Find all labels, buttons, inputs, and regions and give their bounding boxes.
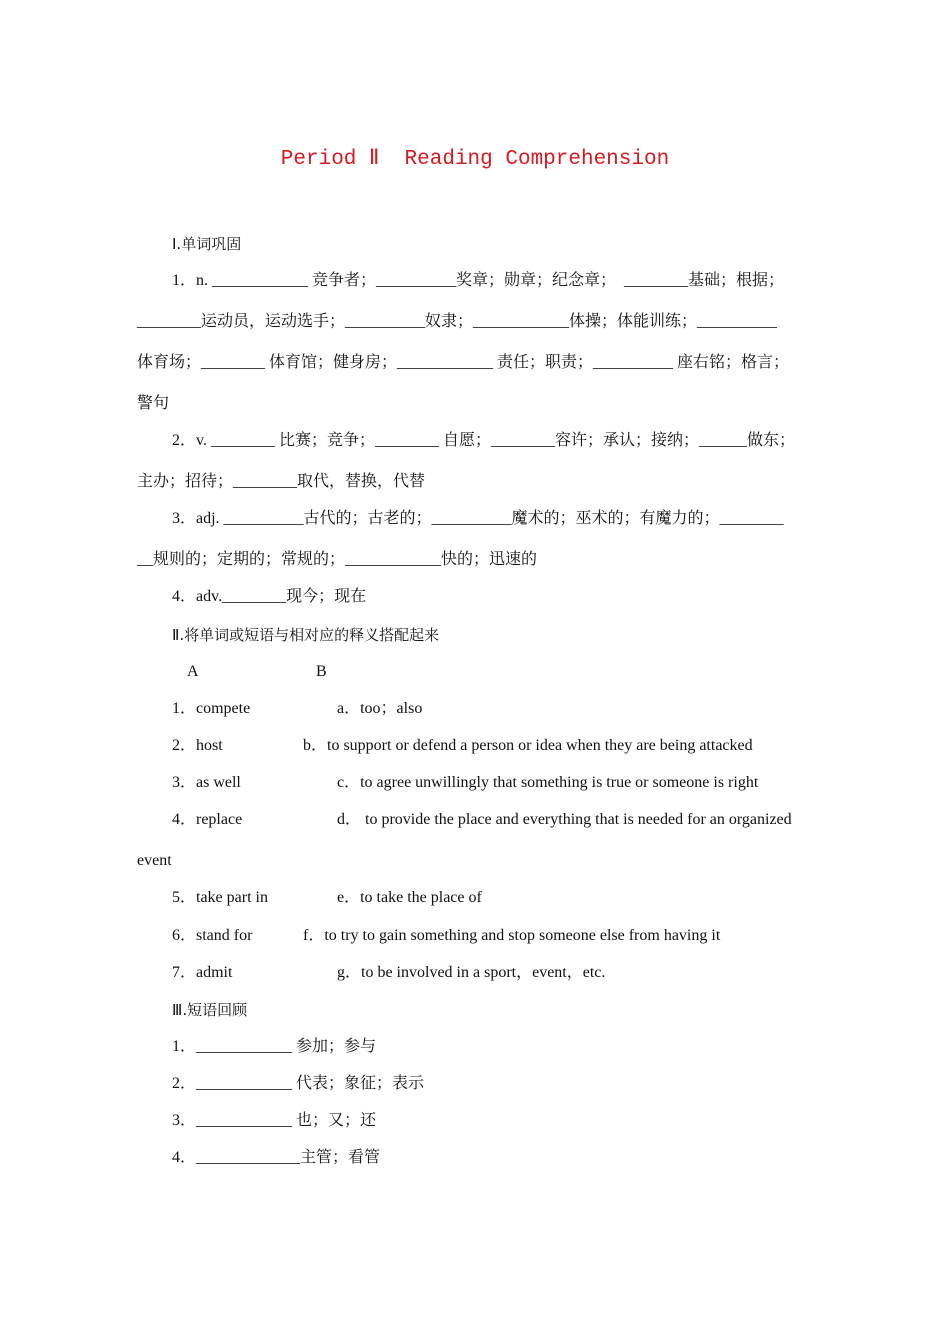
section-2-heading: Ⅱ.将单词或短语与相对应的释义搭配起来 <box>172 626 440 644</box>
match-left-5: 5．take part in <box>172 889 268 906</box>
match-right-5: e．to take the place of <box>337 889 482 906</box>
match-left-7: 7．admit <box>172 964 233 981</box>
q2-line-1: 2．v. ________ 比赛；竞争；________ 自愿；________容许；承认；接纳；______做东； <box>172 432 795 449</box>
match-right-2: b．to support or defend a person or idea when they are being attacked <box>303 737 753 754</box>
q1-line-2: ________运动员，运动选手；__________奴隶；____________体操；体能训练；__________ <box>137 313 778 330</box>
section-1-heading: Ⅰ.单词巩固 <box>172 235 242 253</box>
q4-line: 4．adv.________现今；现在 <box>172 588 367 605</box>
q2-line-2: 主办；招待；________取代，替换，代替 <box>137 473 426 490</box>
match-right-4-wrap: event <box>137 852 172 869</box>
match-right-4: d． to provide the place and everything that is needed for an organized <box>337 811 792 828</box>
match-right-3: c．to agree unwillingly that something is true or someone is right <box>337 774 759 791</box>
phrase-item-3: 3．____________ 也；又；还 <box>172 1112 377 1129</box>
column-b-label: B <box>316 663 327 680</box>
q1-line-3: 体育场；________ 体育馆；健身房；____________ 责任；职责；__________ 座右铭；格言； <box>137 354 790 371</box>
column-a-label: A <box>187 663 199 680</box>
match-left-4: 4．replace <box>172 811 243 828</box>
q1-line-4: 警句 <box>137 395 170 412</box>
phrase-item-4: 4．_____________主管；看管 <box>172 1149 381 1166</box>
match-right-6: f．to try to gain something and stop someone else from having it <box>303 927 721 944</box>
phrase-item-2: 2．____________ 代表；象征；表示 <box>172 1075 425 1092</box>
q3-line-2: __规则的；定期的；常规的；____________快的；迅速的 <box>137 551 538 568</box>
match-right-7: g．to be involved in a sport，event，etc. <box>337 964 606 981</box>
phrase-item-1: 1．____________ 参加；参与 <box>172 1038 377 1055</box>
match-right-1: a．too；also <box>337 700 423 717</box>
match-left-2: 2．host <box>172 737 223 754</box>
page-title: Period Ⅱ Reading Comprehension <box>280 148 670 171</box>
match-left-6: 6．stand for <box>172 927 253 944</box>
match-left-3: 3．as well <box>172 774 241 791</box>
section-3-heading: Ⅲ.短语回顾 <box>172 1001 248 1019</box>
q1-line-1: 1．n. ____________ 竞争者；__________奖章；勋章；纪念章； ________基础；根据； <box>172 272 785 289</box>
q3-line-1: 3．adj. __________古代的；古老的；__________魔术的；巫术的；有魔力的；________ <box>172 510 784 527</box>
match-left-1: 1．compete <box>172 700 251 717</box>
